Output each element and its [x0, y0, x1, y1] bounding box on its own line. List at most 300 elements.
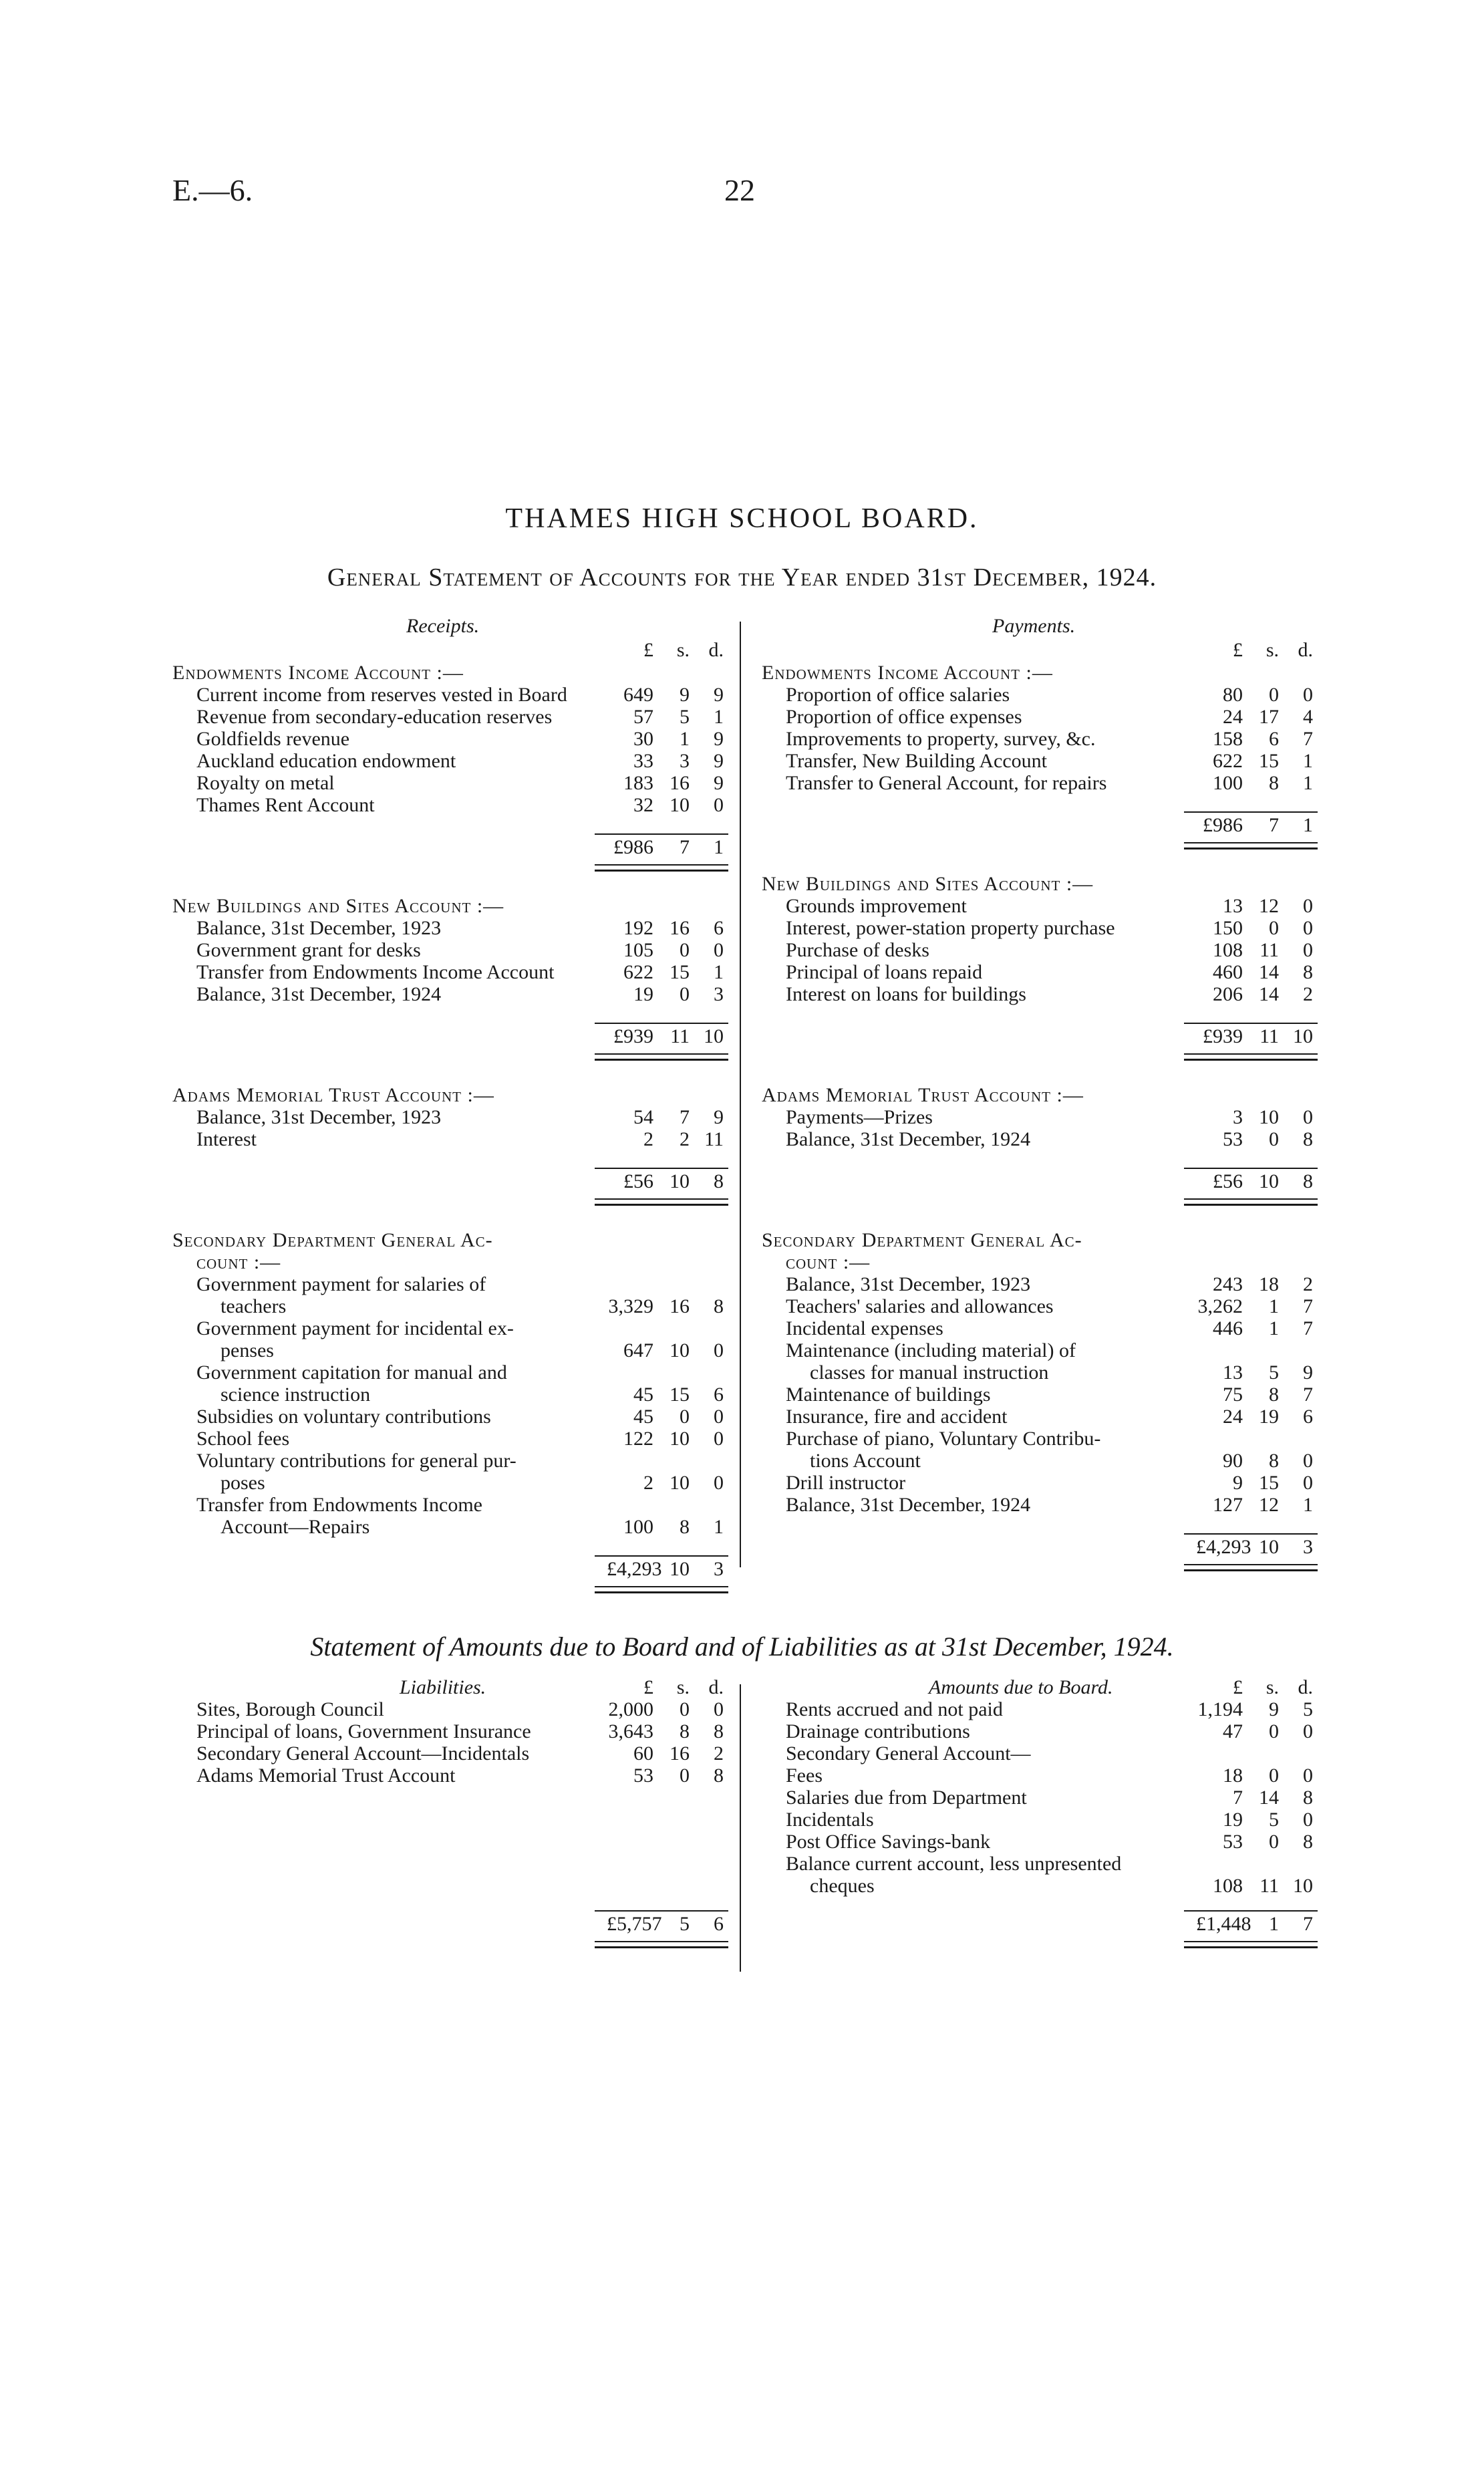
amount-s: 9 [1269, 1698, 1279, 1720]
pounds-header: £ [643, 639, 653, 661]
amount-l: £56 [623, 1170, 653, 1192]
amount-s: 11 [670, 1025, 690, 1047]
amount-d: 2 [1303, 983, 1313, 1005]
subtotal-rule [1184, 1910, 1318, 1912]
item-label: Interest on loans for buildings [786, 983, 1026, 1005]
item-label: Incidental expenses [786, 1317, 943, 1339]
amount-d: 7 [1303, 1913, 1313, 1935]
amount-l: 18 [1223, 1764, 1243, 1787]
column-divider [740, 622, 741, 1567]
document-title: THAMES HIGH SCHOOL BOARD. [505, 503, 979, 534]
amount-l: 1,194 [1197, 1698, 1243, 1720]
amount-d: 3 [1303, 1536, 1313, 1558]
line-item [762, 1384, 1323, 1406]
item-label: Sites, Borough Council [196, 1698, 384, 1720]
amount-d: 6 [714, 1913, 724, 1935]
item-label: Proportion of office expenses [786, 706, 1022, 728]
amount-s: 10 [670, 794, 690, 816]
amount-d: 7 [1303, 1384, 1313, 1406]
subtotal-rule [595, 1023, 728, 1024]
amount-l: 19 [1223, 1809, 1243, 1831]
spacer [762, 1005, 1323, 1025]
item-label: Maintenance (including material) of [786, 1339, 1076, 1361]
amount-s: 3 [680, 750, 690, 772]
amount-l: 9 [1233, 1472, 1243, 1494]
amount-l: £986 [1203, 814, 1243, 836]
amount-d: 9 [714, 772, 724, 794]
amount-l: 53 [1223, 1831, 1243, 1853]
amount-s: 5 [1269, 1361, 1279, 1384]
section-heading [172, 662, 734, 684]
amount-s: 10 [1259, 1106, 1279, 1128]
item-label: Government payment for salaries of [196, 1273, 486, 1295]
amount-s: 0 [680, 1406, 690, 1428]
item-label: Principal of loans repaid [786, 961, 983, 983]
line-item [172, 1361, 734, 1384]
item-label: Drainage contributions [786, 1720, 970, 1742]
item-label: Adams Memorial Trust Account [196, 1764, 456, 1787]
line-item [762, 706, 1323, 728]
amounts-due-column [762, 1676, 1323, 1940]
amount-d: 1 [714, 961, 724, 983]
line-item [762, 939, 1323, 961]
amount-s: 15 [1259, 1472, 1279, 1494]
line-item [172, 750, 734, 772]
section-heading [172, 1084, 734, 1106]
amount-d: 0 [714, 1698, 724, 1720]
amount-s: 1 [680, 728, 690, 750]
section-heading [762, 1229, 1323, 1251]
amount-l: 647 [623, 1339, 653, 1361]
amount-d: 0 [1303, 1472, 1313, 1494]
receipts-column [172, 615, 734, 1585]
item-label: Current income from reserves vested in Board [196, 684, 567, 706]
section-title: Secondary Department General Ac- [762, 1229, 1082, 1251]
amount-l: 90 [1223, 1450, 1243, 1472]
item-label: Insurance, fire and accident [786, 1406, 1008, 1428]
section-heading [762, 662, 1323, 684]
item-label: Fees [786, 1764, 823, 1787]
line-item [762, 1494, 1323, 1516]
amount-d: 6 [714, 917, 724, 939]
amount-d: 3 [714, 1558, 724, 1580]
section-total [762, 814, 1323, 841]
amount-s: 8 [1269, 772, 1279, 794]
amount-s: 10 [1259, 1170, 1279, 1192]
receipts-body [172, 662, 734, 1585]
line-item [172, 1742, 734, 1764]
line-item [172, 684, 734, 706]
section-total [172, 1558, 734, 1585]
subtotal-rule [1184, 1533, 1318, 1535]
item-label: Balance, 31st December, 1923 [196, 1106, 442, 1128]
line-item [762, 1831, 1323, 1853]
pounds-header: £ [643, 1676, 653, 1698]
line-item [172, 1720, 734, 1742]
amount-d: 2 [714, 1742, 724, 1764]
spacer [762, 1150, 1323, 1170]
item-label: Interest, power-station property purchase [786, 917, 1115, 939]
pounds-header: £ [1233, 639, 1243, 661]
amount-d: 0 [1303, 1720, 1313, 1742]
section-heading [762, 1084, 1323, 1106]
amount-s: 8 [680, 1516, 690, 1538]
line-item [172, 794, 734, 816]
line-item [762, 1742, 1323, 1764]
amount-s: 14 [1259, 983, 1279, 1005]
payments-heading: Payments. [992, 615, 1076, 637]
amount-l: 53 [1223, 1128, 1243, 1150]
amount-l: 33 [633, 750, 653, 772]
item-label: Interest [196, 1128, 257, 1150]
spacer [762, 1897, 1323, 1913]
pounds-header: £ [1233, 1676, 1243, 1698]
line-item [172, 1428, 734, 1450]
section-total [172, 836, 734, 863]
amount-d: 9 [714, 750, 724, 772]
amount-d: 8 [1303, 1128, 1313, 1150]
amount-l: 3,329 [608, 1295, 653, 1317]
section-heading [172, 1229, 734, 1251]
spacer [762, 1052, 1323, 1084]
line-item-cont [762, 1450, 1323, 1472]
item-label: Government capitation for manual and [196, 1361, 507, 1384]
spacer [762, 1516, 1323, 1536]
line-item-cont [172, 1339, 734, 1361]
liabilities-heading: Liabilities. [400, 1676, 486, 1698]
amount-d: 8 [1303, 1831, 1313, 1853]
amount-d: 7 [1303, 728, 1313, 750]
item-label-continued: teachers [220, 1295, 287, 1317]
subtotal-rule [595, 833, 728, 835]
amount-l: £939 [1203, 1025, 1243, 1047]
amount-d: 0 [1303, 1809, 1313, 1831]
amount-l: 80 [1223, 684, 1243, 706]
section-total [762, 1170, 1323, 1197]
amount-d: 8 [714, 1720, 724, 1742]
section-title: New Buildings and Sites Account :— [172, 895, 504, 917]
line-item [172, 961, 734, 983]
line-item [762, 1273, 1323, 1295]
amount-s: 0 [680, 983, 690, 1005]
shillings-header: s. [1266, 1676, 1279, 1698]
line-item [172, 983, 734, 1005]
amount-s: 7 [680, 1106, 690, 1128]
item-label: Auckland education endowment [196, 750, 456, 772]
subtotal-rule [1184, 1168, 1318, 1169]
amount-d: 8 [1303, 1170, 1313, 1192]
subtotal-rule [1184, 811, 1318, 813]
amount-d: 1 [1303, 750, 1313, 772]
amount-s: 12 [1259, 1494, 1279, 1516]
subtotal-rule [595, 1910, 728, 1912]
amount-s: 15 [670, 1384, 690, 1406]
amount-l: £939 [613, 1025, 653, 1047]
section-title: Endowments Income Account :— [172, 662, 464, 684]
amount-l: 57 [633, 706, 653, 728]
amount-s: 12 [1259, 895, 1279, 917]
line-item [762, 1787, 1323, 1809]
amount-l: 75 [1223, 1384, 1243, 1406]
amount-d: 7 [1303, 1317, 1313, 1339]
line-item-cont [172, 1295, 734, 1317]
item-label: Balance current account, less unpresented [786, 1853, 1122, 1875]
amount-s: 8 [1269, 1384, 1279, 1406]
section-title: Endowments Income Account :— [762, 662, 1053, 684]
line-item [762, 1853, 1323, 1875]
amount-d: 0 [714, 1472, 724, 1494]
amount-s: 8 [680, 1720, 690, 1742]
amount-s: 0 [680, 939, 690, 961]
pence-header: d. [708, 639, 724, 661]
amount-l: £4,293 [607, 1558, 662, 1580]
amount-l: 47 [1223, 1720, 1243, 1742]
amount-l: £56 [1213, 1170, 1243, 1192]
spacer [172, 1538, 734, 1558]
item-label: Voluntary contributions for general pur- [196, 1450, 516, 1472]
item-label: Secondary General Account—Incidentals [196, 1742, 530, 1764]
item-label: Improvements to property, survey, &c. [786, 728, 1096, 750]
subtotal-rule [595, 1168, 728, 1169]
amount-s: 8 [1269, 1450, 1279, 1472]
amount-l: 127 [1213, 1494, 1243, 1516]
amount-s: 0 [1269, 1764, 1279, 1787]
amount-d: 0 [1303, 917, 1313, 939]
item-label: Purchase of desks [786, 939, 929, 961]
amount-d: 2 [1303, 1273, 1313, 1295]
line-item [172, 1406, 734, 1428]
amount-l: 3,262 [1197, 1295, 1243, 1317]
spacer [762, 841, 1323, 873]
line-item [762, 772, 1323, 794]
item-label: Transfer, New Building Account [786, 750, 1047, 772]
amount-d: 0 [714, 794, 724, 816]
amount-l: 13 [1223, 1361, 1243, 1384]
amount-d: 11 [704, 1128, 724, 1150]
amount-s: 14 [1259, 1787, 1279, 1809]
item-label: Royalty on metal [196, 772, 335, 794]
item-label: Transfer from Endowments Income Account [196, 961, 555, 983]
line-item [172, 1450, 734, 1472]
amount-l: 158 [1213, 728, 1243, 750]
section-heading-cont [172, 1251, 734, 1273]
pence-header: d. [1298, 1676, 1313, 1698]
amount-d: 8 [1303, 1787, 1313, 1809]
item-label: Grounds improvement [786, 895, 967, 917]
item-label: Transfer to General Account, for repairs [786, 772, 1107, 794]
amount-d: 5 [1303, 1698, 1313, 1720]
amount-d: 0 [714, 1406, 724, 1428]
section-heading [172, 895, 734, 917]
spacer [172, 1052, 734, 1084]
amount-s: 5 [680, 1913, 690, 1935]
item-label: Revenue from secondary-education reserves [196, 706, 553, 728]
amount-s: 9 [680, 684, 690, 706]
amount-d: 8 [714, 1170, 724, 1192]
shillings-header: s. [676, 639, 690, 661]
spacer [172, 1897, 734, 1913]
line-item-cont [762, 1361, 1323, 1384]
line-item [762, 1698, 1323, 1720]
amount-s: 18 [1259, 1273, 1279, 1295]
amount-s: 0 [1269, 1720, 1279, 1742]
item-label: Rents accrued and not paid [786, 1698, 1003, 1720]
liabilities-body [172, 1698, 734, 1940]
amount-l: 192 [623, 917, 653, 939]
item-label: Teachers' salaries and allowances [786, 1295, 1054, 1317]
line-item [172, 706, 734, 728]
line-item [172, 1317, 734, 1339]
amount-d: 3 [714, 983, 724, 1005]
section-title: Adams Memorial Trust Account :— [172, 1084, 494, 1106]
line-item-cont [172, 1384, 734, 1406]
amount-l: £1,448 [1196, 1913, 1251, 1935]
line-item [762, 961, 1323, 983]
line-item [762, 728, 1323, 750]
column-divider [740, 1684, 741, 1972]
line-item [762, 1720, 1323, 1742]
page-number: 22 [724, 173, 755, 207]
item-label: Balance, 31st December, 1923 [786, 1273, 1031, 1295]
amount-d: 10 [1293, 1875, 1313, 1897]
amount-d: 9 [1303, 1361, 1313, 1384]
page-reference: E.—6. [172, 173, 253, 207]
section-title: New Buildings and Sites Account :— [762, 873, 1094, 895]
item-label: Balance, 31st December, 1924 [786, 1128, 1031, 1150]
item-label: Thames Rent Account [196, 794, 375, 816]
amount-l: 183 [623, 772, 653, 794]
section-heading-cont [762, 1251, 1323, 1273]
amount-l: 13 [1223, 895, 1243, 917]
amount-s: 5 [1269, 1809, 1279, 1831]
amount-s: 7 [680, 836, 690, 858]
item-label: Subsidies on voluntary contributions [196, 1406, 491, 1428]
amount-s: 15 [1259, 750, 1279, 772]
item-label: Balance, 31st December, 1924 [786, 1494, 1031, 1516]
amount-d: 1 [1303, 772, 1313, 794]
section-heading [762, 873, 1323, 895]
line-item [172, 1494, 734, 1516]
amount-d: 0 [1303, 1764, 1313, 1787]
line-item [762, 917, 1323, 939]
line-item [172, 939, 734, 961]
amount-l: 19 [633, 983, 653, 1005]
amount-s: 10 [670, 1558, 690, 1580]
item-label-continued: cheques [810, 1875, 875, 1897]
amount-s: 14 [1259, 961, 1279, 983]
item-label: Goldfields revenue [196, 728, 350, 750]
spacer [172, 863, 734, 895]
amount-l: 54 [633, 1106, 653, 1128]
item-label: Purchase of piano, Voluntary Contribu- [786, 1428, 1101, 1450]
line-item-cont [172, 1516, 734, 1538]
amount-s: 17 [1259, 706, 1279, 728]
amount-d: 1 [714, 836, 724, 858]
item-label: Principal of loans, Government Insurance [196, 1720, 531, 1742]
line-item [172, 917, 734, 939]
amount-l: 32 [633, 794, 653, 816]
item-label: Secondary General Account— [786, 1742, 1031, 1764]
line-item [172, 1698, 734, 1720]
document-subtitle: General Statement of Accounts for the Year ended 31st December, 1924. [327, 563, 1157, 592]
item-label-continued: penses [220, 1339, 274, 1361]
amount-d: 9 [714, 728, 724, 750]
amount-s: 0 [680, 1764, 690, 1787]
amount-d: 9 [714, 1106, 724, 1128]
amount-d: 8 [1303, 961, 1313, 983]
amount-s: 6 [1269, 728, 1279, 750]
section-total [172, 1170, 734, 1197]
amount-s: 10 [670, 1170, 690, 1192]
item-label-continued: Account—Repairs [220, 1516, 370, 1538]
line-item [762, 1128, 1323, 1150]
amount-s: 0 [1269, 1128, 1279, 1150]
amount-d: 0 [714, 939, 724, 961]
line-item [172, 772, 734, 794]
item-label-continued: science instruction [220, 1384, 371, 1406]
amount-l: 2 [643, 1128, 653, 1150]
spacer [172, 1005, 734, 1025]
line-item [172, 1106, 734, 1128]
item-label: Salaries due from Department [786, 1787, 1027, 1809]
amount-d: 1 [1303, 814, 1313, 836]
amount-l: 45 [633, 1406, 653, 1428]
section-total [762, 1536, 1323, 1563]
amount-d: 0 [1303, 939, 1313, 961]
section-total [172, 1913, 734, 1940]
amounts-due-body [762, 1698, 1323, 1940]
amount-l: 243 [1213, 1273, 1243, 1295]
section-total [762, 1025, 1323, 1052]
subtotal-rule [595, 1555, 728, 1557]
amount-d: 10 [704, 1025, 724, 1047]
shillings-header: s. [1266, 639, 1279, 661]
spacer [762, 794, 1323, 814]
amount-l: 100 [623, 1516, 653, 1538]
statement-title: Statement of Amounts due to Board and of Liabilities as at 31st December, 1924. [310, 1631, 1174, 1662]
item-label: Government grant for desks [196, 939, 421, 961]
amount-d: 8 [714, 1295, 724, 1317]
amount-l: 649 [623, 684, 653, 706]
section-title: Adams Memorial Trust Account :— [762, 1084, 1084, 1106]
line-item [762, 983, 1323, 1005]
amount-s: 0 [680, 1698, 690, 1720]
spacer [172, 1150, 734, 1170]
item-label: Government payment for incidental ex- [196, 1317, 514, 1339]
item-label: Incidentals [786, 1809, 874, 1831]
line-item [172, 1128, 734, 1150]
item-label: Balance, 31st December, 1923 [196, 917, 442, 939]
amount-l: 446 [1213, 1317, 1243, 1339]
amount-l: £5,757 [607, 1913, 662, 1935]
item-label: Transfer from Endowments Income [196, 1494, 482, 1516]
item-label: Drill instructor [786, 1472, 906, 1494]
amount-s: 1 [1269, 1317, 1279, 1339]
line-item [762, 1764, 1323, 1787]
amount-l: 7 [1233, 1787, 1243, 1809]
spacer [172, 816, 734, 836]
amount-d: 0 [1303, 684, 1313, 706]
amount-s: 11 [1259, 1875, 1279, 1897]
amount-s: 11 [1259, 939, 1279, 961]
pence-header: d. [708, 1676, 724, 1698]
amount-s: 5 [680, 706, 690, 728]
amount-l: 60 [633, 1742, 653, 1764]
amount-l: 122 [623, 1428, 653, 1450]
payments-column [762, 615, 1323, 1563]
line-item [762, 1295, 1323, 1317]
item-label-continued: classes for manual instruction [810, 1361, 1049, 1384]
